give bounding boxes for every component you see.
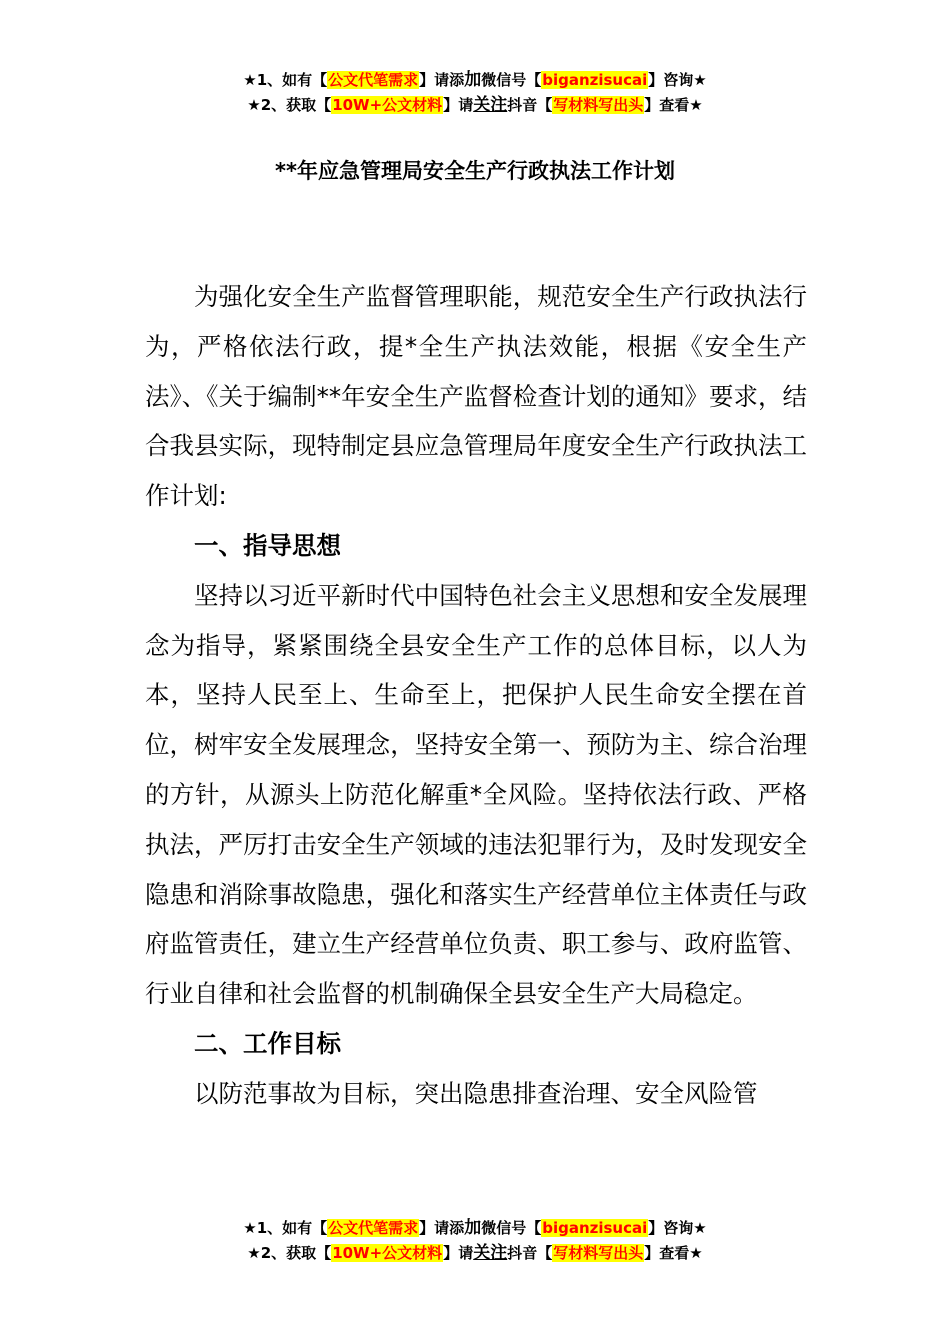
highlight-label: 写材料写出头 xyxy=(553,96,644,114)
banner-text: 】请添 xyxy=(419,71,465,89)
footer-banner xyxy=(0,1216,950,1266)
banner-text: 抖音【 xyxy=(507,96,553,114)
banner-text: ★1、如有【 xyxy=(243,71,328,89)
banner-text: 】查看★ xyxy=(644,1244,703,1262)
banner-line-2 xyxy=(0,93,950,118)
guiding-ideology-paragraph: 坚持以习近平新时代中国特色社会主义思想和安全发展理念为指导，紧紧围绕全县安全生产工作的总体目标，以人为本，坚持人民至上、生命至上，把保护人民生命安全摆在首位，树牢安全发展理念，坚持安全第一、预防为主、综合治理的方针，从源头上防范化解重*全风险。坚持依法行政、严格执法，严厉打击安全生产领域的违法犯罪行为，及时发现安全隐患和消除事故隐患，强化和落实生产经营单位主体责任与政府监管责任，建立生产经营单位负责、职工参与、政府监管、行业自律和社会监督的机制确保全县安全生产大局稳定。 xyxy=(145,580,807,1009)
highlight-label: biganzisucai xyxy=(542,1219,648,1237)
banner-line-2 xyxy=(0,1241,950,1266)
banner-text: 微信号【 xyxy=(481,1219,542,1237)
banner-line-1 xyxy=(0,68,950,93)
section-heading-guiding-ideology: 一、指导思想 xyxy=(194,530,341,560)
highlight-label: 公文代笔需求 xyxy=(328,71,419,89)
banner-text: 】请添 xyxy=(419,1219,465,1237)
banner-text: 】咨询★ xyxy=(648,1219,707,1237)
section-heading-work-goals: 二、工作目标 xyxy=(194,1028,341,1058)
document-body xyxy=(145,272,807,1119)
highlight-label: 写材料写出头 xyxy=(553,1244,644,1262)
document-title: **年应急管理局安全生产行政执法工作计划 xyxy=(275,159,675,183)
banner-text: ★1、如有【 xyxy=(243,1219,328,1237)
intro-paragraph: 为强化安全生产监督管理职能，规范安全生产行政执法行为，严格依法行政，提*全生产执法效能，根据《安全生产法》、《关于编制**年安全生产监督检查计划的通知》要求，结合我县实际，现特制定县应急管理局年度安全生产行政执法工作计划: xyxy=(145,282,807,511)
highlight-label: biganzisucai xyxy=(542,71,648,89)
highlight-label: 10W+公文材料 xyxy=(332,96,443,114)
banner-text: ★2、获取【 xyxy=(247,1244,332,1262)
banner-emphasis: 加 xyxy=(464,70,482,90)
banner-emphasis: 加 xyxy=(464,1218,482,1238)
highlight-label: 公文代笔需求 xyxy=(328,1219,419,1237)
header-banner xyxy=(0,68,950,118)
banner-emphasis: 关注 xyxy=(473,95,508,115)
highlight-label: 10W+公文材料 xyxy=(332,1244,443,1262)
banner-emphasis: 关注 xyxy=(473,1243,508,1263)
banner-text: 】请 xyxy=(443,1244,474,1262)
banner-text: 微信号【 xyxy=(481,71,542,89)
banner-text: 抖音【 xyxy=(507,1244,553,1262)
banner-line-1 xyxy=(0,1216,950,1241)
banner-text: 】请 xyxy=(443,96,474,114)
banner-text: 】咨询★ xyxy=(648,71,707,89)
banner-text: 】查看★ xyxy=(644,96,703,114)
work-goals-paragraph: 以防范事故为目标，突出隐患排查治理、安全风险管 xyxy=(194,1078,758,1108)
banner-text: ★2、获取【 xyxy=(247,96,332,114)
